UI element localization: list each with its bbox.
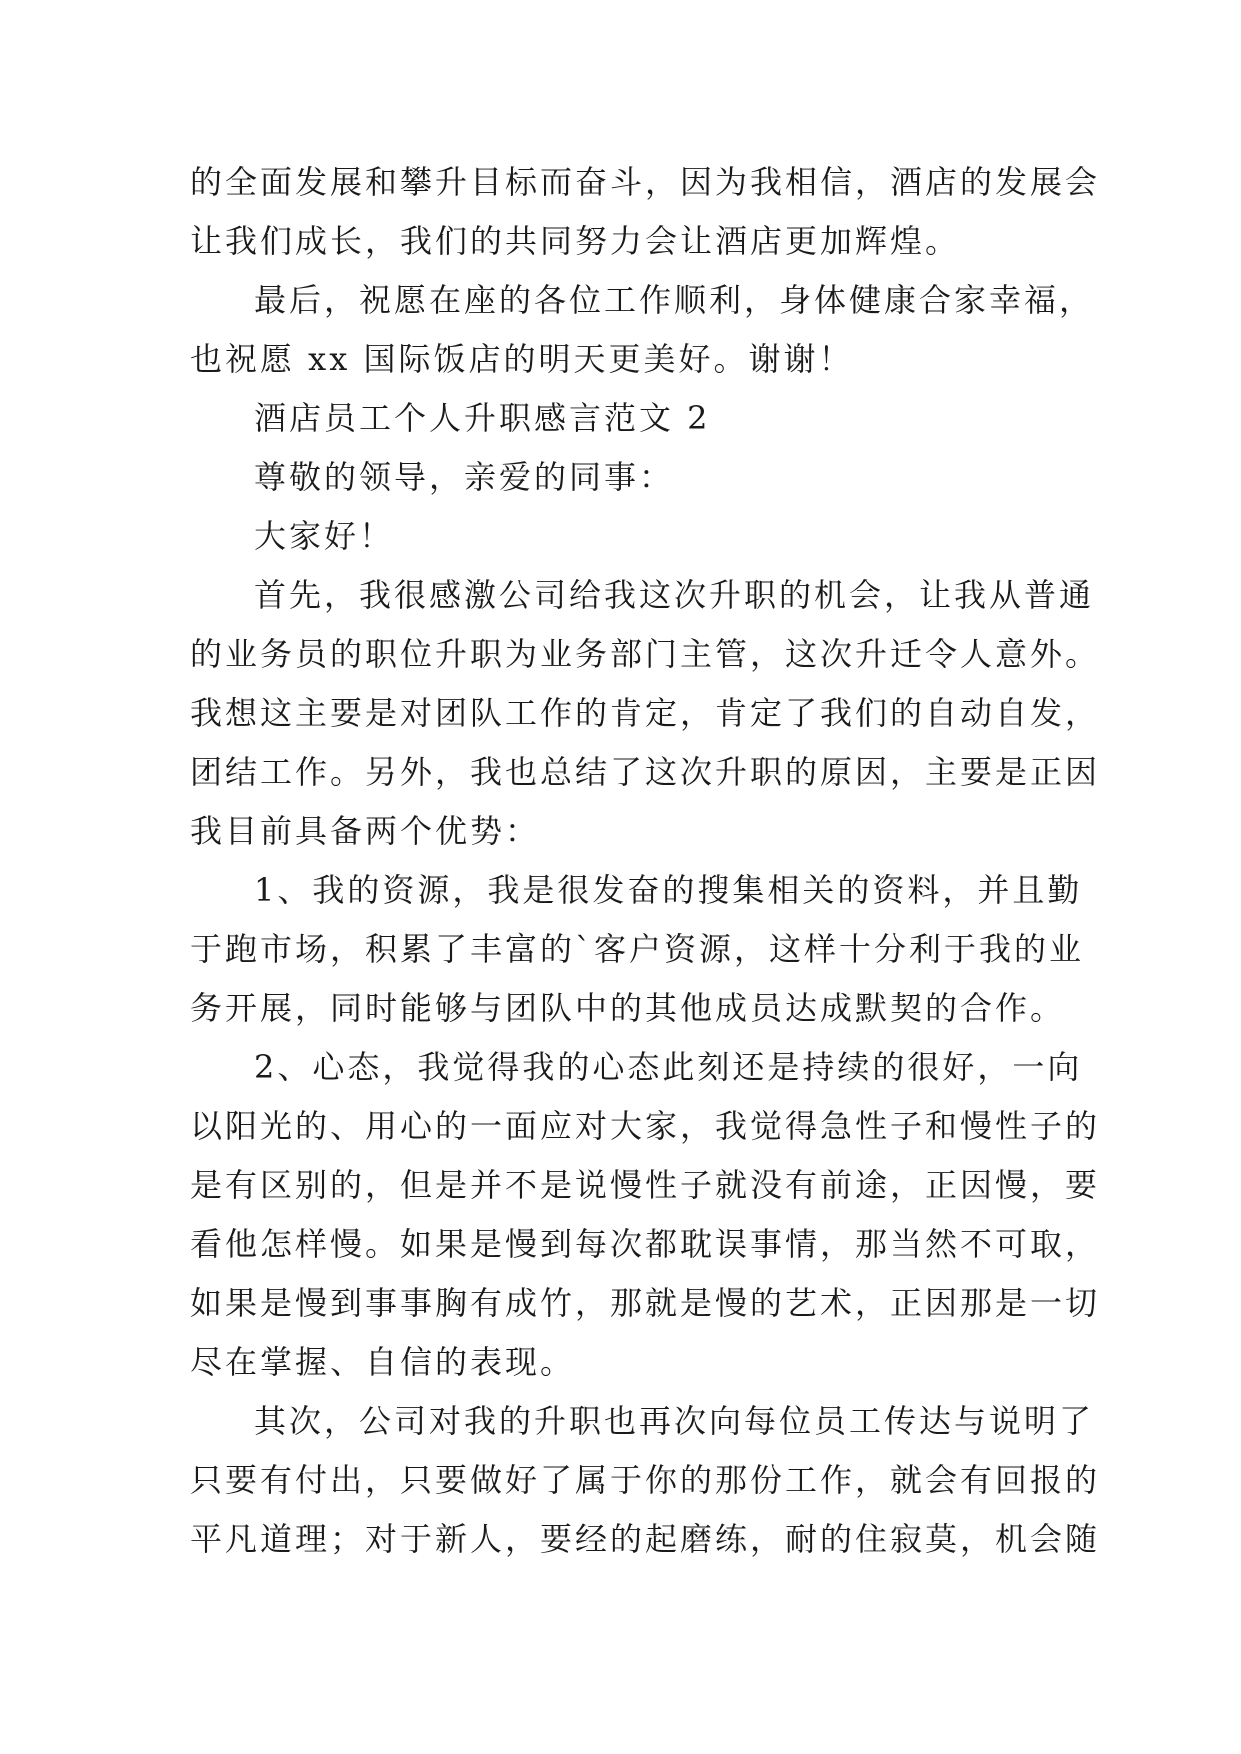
paragraph-start: 首先，我很感激公司给我这次升职的机会，让我从普通 bbox=[254, 576, 1095, 614]
text-line: 我想这主要是对团队工作的肯定，肯定了我们的自动自发， bbox=[190, 694, 1101, 732]
paragraph-start: 最后，祝愿在座的各位工作顺利，身体健康合家幸福， bbox=[254, 281, 1095, 319]
text-line: 只要有付出，只要做好了属于你的那份工作，就会有回报的 bbox=[190, 1461, 1101, 1499]
text-line: 也祝愿 xx 国际饭店的明天更美好。谢谢！ bbox=[190, 340, 854, 378]
text-line: 让我们成长，我们的共同努力会让酒店更加辉煌。 bbox=[190, 222, 961, 260]
text-line: 的业务员的职位升职为业务部门主管，这次升迁令人意外。 bbox=[190, 635, 1101, 673]
text-line: 我目前具备两个优势： bbox=[190, 812, 541, 850]
text-line: 如果是慢到事事胸有成竹，那就是慢的艺术，正因那是一切 bbox=[190, 1284, 1101, 1322]
text-line: 是有区别的，但是并不是说慢性子就没有前途，正因慢，要 bbox=[190, 1166, 1101, 1204]
paragraph-start: 其次，公司对我的升职也再次向每位员工传达与说明了 bbox=[254, 1402, 1095, 1440]
text-line: 看他怎样慢。如果是慢到每次都耽误事情，那当然不可取， bbox=[190, 1225, 1101, 1263]
text-line: 务开展，同时能够与团队中的其他成员达成默契的合作。 bbox=[190, 989, 1066, 1027]
text-line: 于跑市场，积累了丰富的`客户资源，这样十分利于我的业 bbox=[190, 930, 1085, 968]
text-line: 平凡道理；对于新人，要经的起磨练，耐的住寂莫，机会随 bbox=[190, 1520, 1101, 1558]
list-item-start: 1、我的资源，我是很发奋的搜集相关的资料，并且勤 bbox=[254, 871, 1083, 909]
greeting: 大家好！ bbox=[254, 517, 395, 555]
text-line: 以阳光的、用心的一面应对大家，我觉得急性子和慢性子的 bbox=[190, 1107, 1101, 1145]
list-item-start: 2、心态，我觉得我的心态此刻还是持续的很好，一向 bbox=[254, 1048, 1083, 1086]
text-line: 团结工作。另外，我也总结了这次升职的原因，主要是正因 bbox=[190, 753, 1101, 791]
text-line: 的全面发展和攀升目标而奋斗，因为我相信，酒店的发展会 bbox=[190, 163, 1101, 201]
section-heading: 酒店员工个人升职感言范文 2 bbox=[254, 399, 711, 437]
salutation: 尊敬的领导，亲爱的同事： bbox=[254, 458, 675, 496]
text-line: 尽在掌握、自信的表现。 bbox=[190, 1343, 576, 1381]
